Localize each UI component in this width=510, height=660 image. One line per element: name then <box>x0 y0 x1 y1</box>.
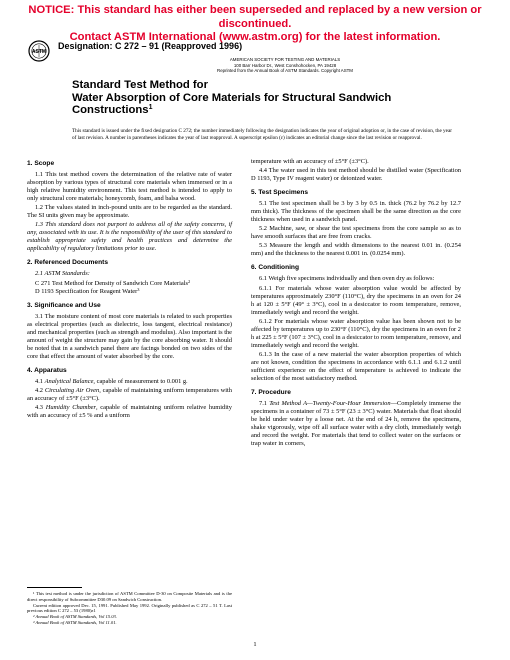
paragraph: 6.1.1 For materials whose water absorption value would be affected by temperatures approximately 230°F (110°C), dry the specimens in an oven for 24 h at 120 ± 5°F (49° ± 3°C), cool in a desiccator to room temperature, remove, immediately weigh and record the weight. <box>251 284 461 316</box>
paragraph: 4.2 Circulating Air Oven, capable of maintaining uniform temperatures with an accuracy of ±5°F (±3°C). <box>27 386 232 402</box>
footnote: Current edition approved Dec. 15, 1991. Published May 1992. Originally published as C 272 – 51 T. Last previous edition C 272 – 53 (1980)ε1 <box>27 602 232 614</box>
svg-text:ASTM: ASTM <box>31 49 47 55</box>
notice-line-2: Contact ASTM International (www.astm.org) for the latest information. <box>69 31 441 43</box>
footnote: ¹ This test method is under the jurisdiction of ASTM Committee D-30 on Composite Materials and is the direct responsibility of Subcommittee D30.09 on Sandwich Construction. <box>27 591 232 602</box>
society-name: AMERICAN SOCIETY FOR TESTING AND MATERIALS <box>229 57 341 62</box>
supersede-notice <box>0 4 510 45</box>
paragraph: 6.1.2 For materials whose water absorption value has been shown not to be affected by temperatures up to 230°F (110°C), dry the specimens in an oven for 2 h at 225 ± 5°F (107 ± 3°C), cool in a desiccator to room temperature, remove, and immediately weigh and record the weight. <box>251 317 462 349</box>
section-heading: 4. Apparatus <box>27 366 67 374</box>
footnote: ³ Annual Book of ASTM Standards, Vol 11.01. <box>33 619 117 625</box>
paragraph: 6.1.3 In the case of a new material the water absorption properties of which are not known, condition the specimens in accordance with 6.1.1 and 6.1.2 until sufficient experience on the effect of temperature is achieved to indicate the selection of the most satisfactory method. <box>251 350 461 383</box>
paragraph: 5.2 Machine, saw, or shear the test specimens from the core sample so as to have smooth surfaces that are free from cracks. <box>251 225 461 241</box>
notice-line-1: NOTICE: This standard has either been superseded and replaced by a new version or discontinued. <box>28 4 482 30</box>
section-heading: 2. Referenced Documents <box>27 259 108 267</box>
paragraph: 7.1 Test Method A—Twenty-Four-Hour Immersion—Completely immerse the specimens in a container of 73 ± 5°F (23 ± 3°C) water. Materials that float should be held under water by a loose net. At the end of 24 h, remove the specimens, shake vigorously, wipe off all surface water with a dry cloth, immediately weigh and record the weight. For materials that tend to collect water on the surfaces or trap water in corners, <box>251 400 461 448</box>
title-line-2: Water Absorption of Core Materials for Structural Sandwich <box>72 91 392 104</box>
paragraph: 5.1 The test specimen shall be 3 by 3 by 0.5 in. thick (76.2 by 76.2 by 12.7 mm thick). The thickness of the specimen shall be the same direction as the core thickness when used in a sandwich panel. <box>251 200 461 224</box>
safety-paragraph: 1.3 This standard does not purport to address all of the safety concerns, if any, associated with its use. It is the responsibility of the user of this standard to establish appropriate safety and health practices and determine the applicability of regulatory limitations prior to use. <box>27 221 232 253</box>
right-column <box>251 158 461 449</box>
paragraph: 3.1 The moisture content of most core materials is related to such properties as electrical properties (such as dielectric, loss tangent, electrical resistance) and mechanical properties (such as strength and modulus). Also important is the amount of weight the structure may gain by the core absorbing water. It should be noted that in a sandwich panel there are facings bonded on two sides of the core that effect the amount of water absorbed by the core. <box>27 312 232 360</box>
title-footnote-ref: 1 <box>148 104 153 112</box>
paragraph: 4.4 The water used in this test method should be distilled water (Specification D 1193, Type IV reagent water) or deionized water. <box>251 167 461 183</box>
paragraph: 1.2 The values stated in inch-pound units are to be regarded as the standard. The SI units given may be approximate. <box>27 204 232 220</box>
issuance-note: This standard is issued under the fixed designation C 272; the number immediately following the designation indicates the year of original adoption or, in the case of revision, the year of last revision. A number in parentheses indicates the year of last reapproval. A superscript epsilon (ε) indicates an editorial change since the last revision or reapproval. <box>72 128 452 141</box>
footnote-divider <box>27 587 82 588</box>
section-heading: 6. Conditioning <box>251 264 299 272</box>
document-title <box>72 79 391 117</box>
paragraph: 5.3 Measure the length and width dimensions to the nearest 0.01 in. (0.254 mm) and the thickness to the nearest 0.001 in. (0.0254 mm). <box>251 242 461 258</box>
paragraph: 4.3 Humidity Chamber, capable of maintaining uniform relative humidity with an accuracy of ±5 % and a uniform <box>27 404 232 420</box>
society-info <box>170 57 400 74</box>
paragraph: temperature with an accuracy of ±5°F (±3°C). <box>251 158 369 165</box>
section-heading: 3. Significance and Use <box>27 301 101 309</box>
title-line-3: Constructions$^1$ <box>72 104 153 117</box>
paragraph: 4.1 Analytical Balance, capable of measurement to 0.001 g. <box>35 377 188 385</box>
reference-item: C 271 Test Method for Density of Sandwich Core Materials$^2$ <box>35 278 191 287</box>
footnotes <box>27 591 232 626</box>
society-address: 100 Barr Harbor Dr., West Conshohocken, PA 19428 <box>233 62 337 68</box>
reprint-note: Reprinted from the Annual Book of ASTM Standards. Copyright ASTM <box>217 68 353 74</box>
paragraph: 1.1 This test method covers the determination of the relative rate of water absorption by various types of structural core materials when immersed or in a high relative humidity environment. This test method is intended to apply to only structural core materials; honeycomb, foam, and balsa wood. <box>27 171 232 203</box>
left-column <box>27 160 232 421</box>
section-heading: 5. Test Specimens <box>251 189 309 197</box>
designation: Designation: C 272 – 91 (Reapproved 1996) <box>58 41 243 51</box>
footnote: ² Annual Book of ASTM Standards, Vol 15.03. <box>33 614 117 620</box>
paragraph: 6.1 Weigh five specimens individually and then oven dry as follows: <box>259 275 435 283</box>
section-heading: 1. Scope <box>27 160 55 167</box>
section-heading: 7. Procedure <box>251 389 291 397</box>
astm-logo-icon <box>28 40 50 62</box>
paragraph: 2.1 ASTM Standards: <box>35 270 90 278</box>
page-number: 1 <box>253 641 257 648</box>
title-line-1: Standard Test Method for <box>72 79 208 91</box>
reference-item: D 1193 Specification for Reagent Water$^3$ <box>35 286 140 295</box>
